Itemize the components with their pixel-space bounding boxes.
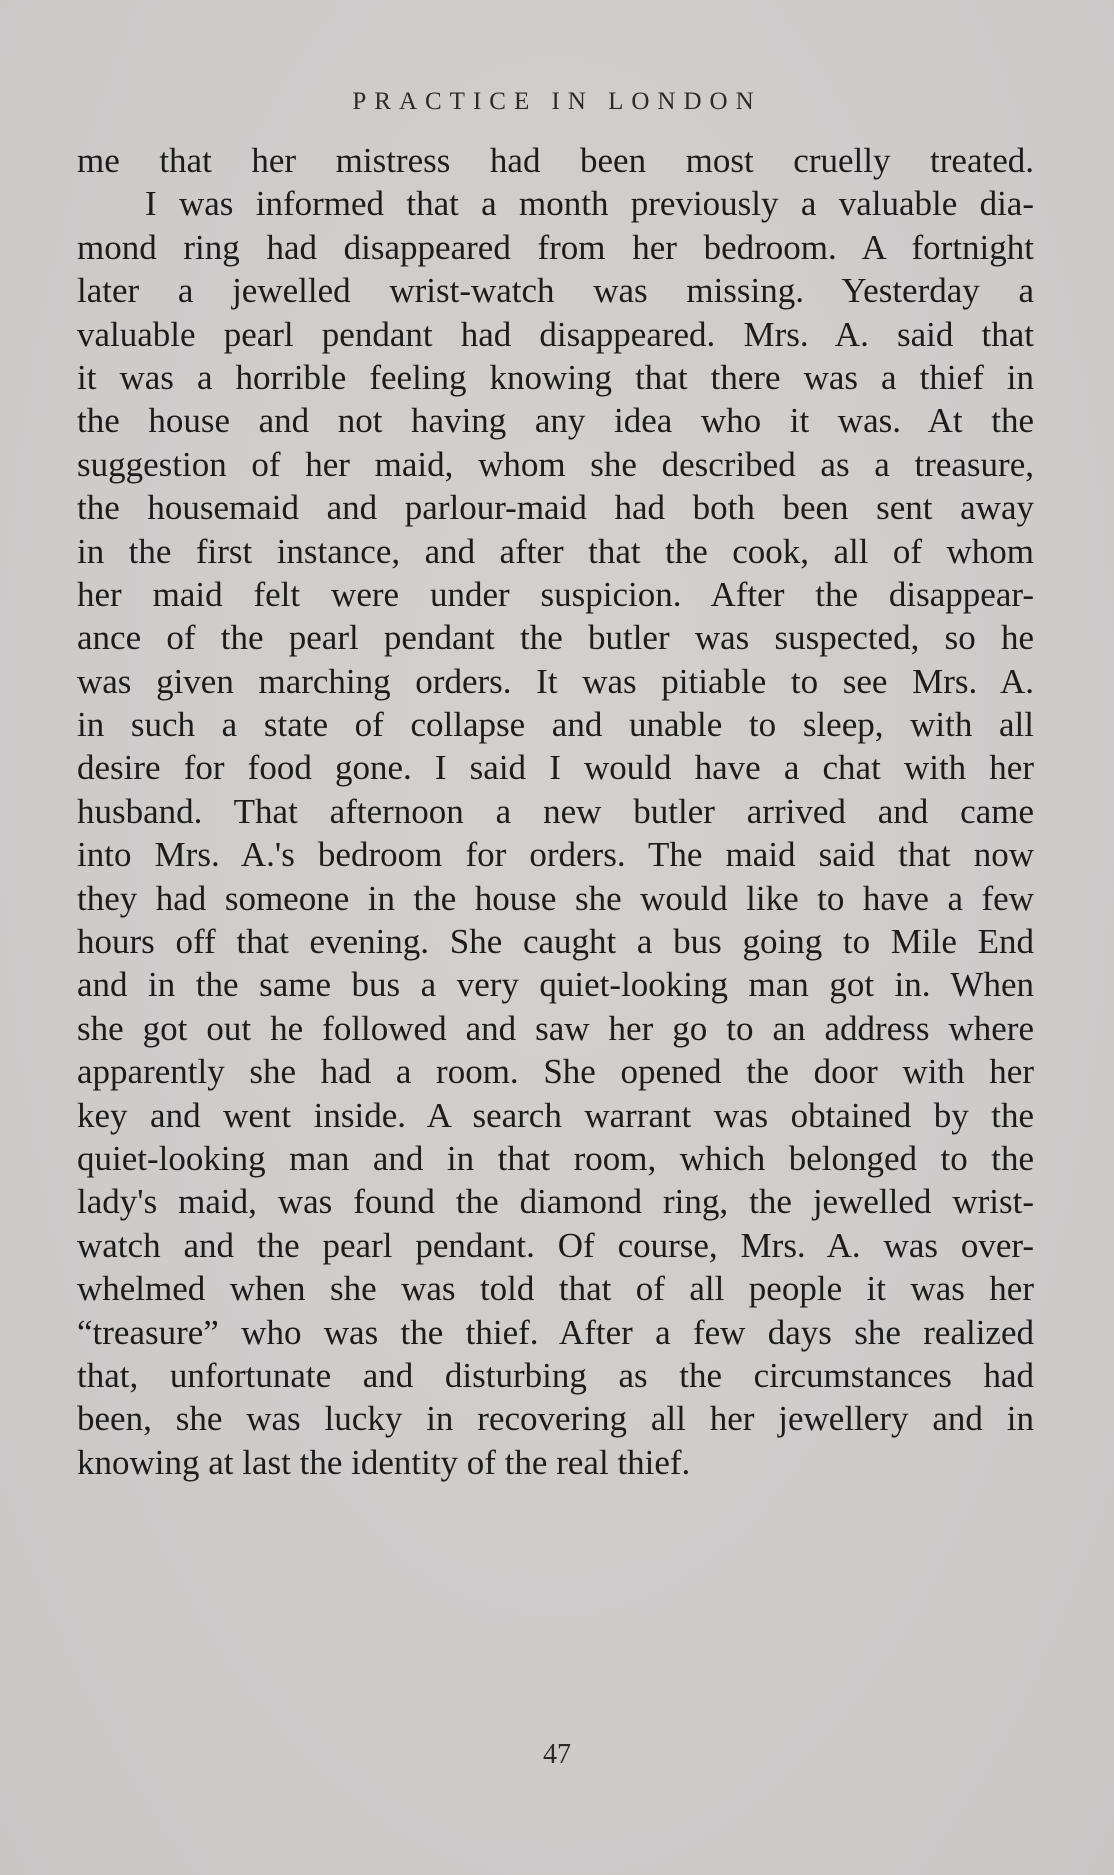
text-line: and in the same bus a very quiet-looking man got in. When [77, 965, 1034, 1005]
text-line: into Mrs. A.'s bedroom for orders. The maid said that now [77, 835, 1034, 875]
text-line: suggestion of her maid, whom she described as a treasure, [77, 444, 1034, 484]
page-number: 47 [543, 1739, 571, 1770]
text-line: whelmed when she was told that of all people it was her [77, 1269, 1034, 1309]
text-line: valuable pearl pendant had disappeared. Mrs. A. said that [77, 314, 1034, 354]
text-line: hours off that evening. She caught a bus going to Mile End [77, 922, 1034, 962]
text-line: was given marching orders. It was pitiable to see Mrs. A. [77, 661, 1034, 701]
text-line: later a jewelled wrist-watch was missing. Yesterday a [77, 271, 1034, 311]
text-line: I was informed that a month previously a valuable dia- [145, 184, 1034, 224]
text-line: desire for food gone. I said I would have a chat with her [77, 748, 1034, 788]
text-line: “treasure” who was the thief. After a few days she realized [77, 1312, 1034, 1352]
text-line: in such a state of collapse and unable to sleep, with all [77, 705, 1034, 745]
text-line: quiet-looking man and in that room, which belonged to the [77, 1138, 1034, 1178]
text-line: husband. That afternoon a new butler arrived and came [77, 791, 1034, 831]
text-line: she got out he followed and saw her go to an address where [77, 1008, 1034, 1048]
text-line: key and went inside. A search warrant was obtained by the [77, 1095, 1034, 1135]
text-line: in the first instance, and after that the cook, all of whom [77, 531, 1034, 571]
text-line: the house and not having any idea who it was. At the [77, 401, 1034, 441]
text-line: knowing at last the identity of the real thief. [77, 1442, 691, 1482]
text-line: that, unfortunate and disturbing as the circumstances had [77, 1355, 1034, 1395]
text-line: me that her mistress had been most cruelly treated. [77, 141, 1034, 180]
text-line: mond ring had disappeared from her bedroom. A fortnight [77, 227, 1034, 267]
text-line: the housemaid and parlour-maid had both been sent away [77, 488, 1034, 528]
text-line: watch and the pearl pendant. Of course, Mrs. A. was over- [77, 1225, 1034, 1265]
text-line: lady's maid, was found the diamond ring, the jewelled wrist- [77, 1182, 1034, 1222]
text-line: been, she was lucky in recovering all her jewellery and in [77, 1399, 1034, 1439]
text-line: it was a horrible feeling knowing that there was a thief in [77, 357, 1034, 397]
body-text [77, 139, 1034, 1484]
text-line: apparently she had a room. She opened the door with her [77, 1052, 1034, 1092]
text-line: ance of the pearl pendant the butler was suspected, so he [77, 618, 1034, 658]
text-line: her maid felt were under suspicion. After the disappear- [77, 574, 1034, 614]
text-line: they had someone in the house she would like to have a few [77, 878, 1034, 918]
running-head: PRACTICE IN LONDON [352, 88, 762, 115]
